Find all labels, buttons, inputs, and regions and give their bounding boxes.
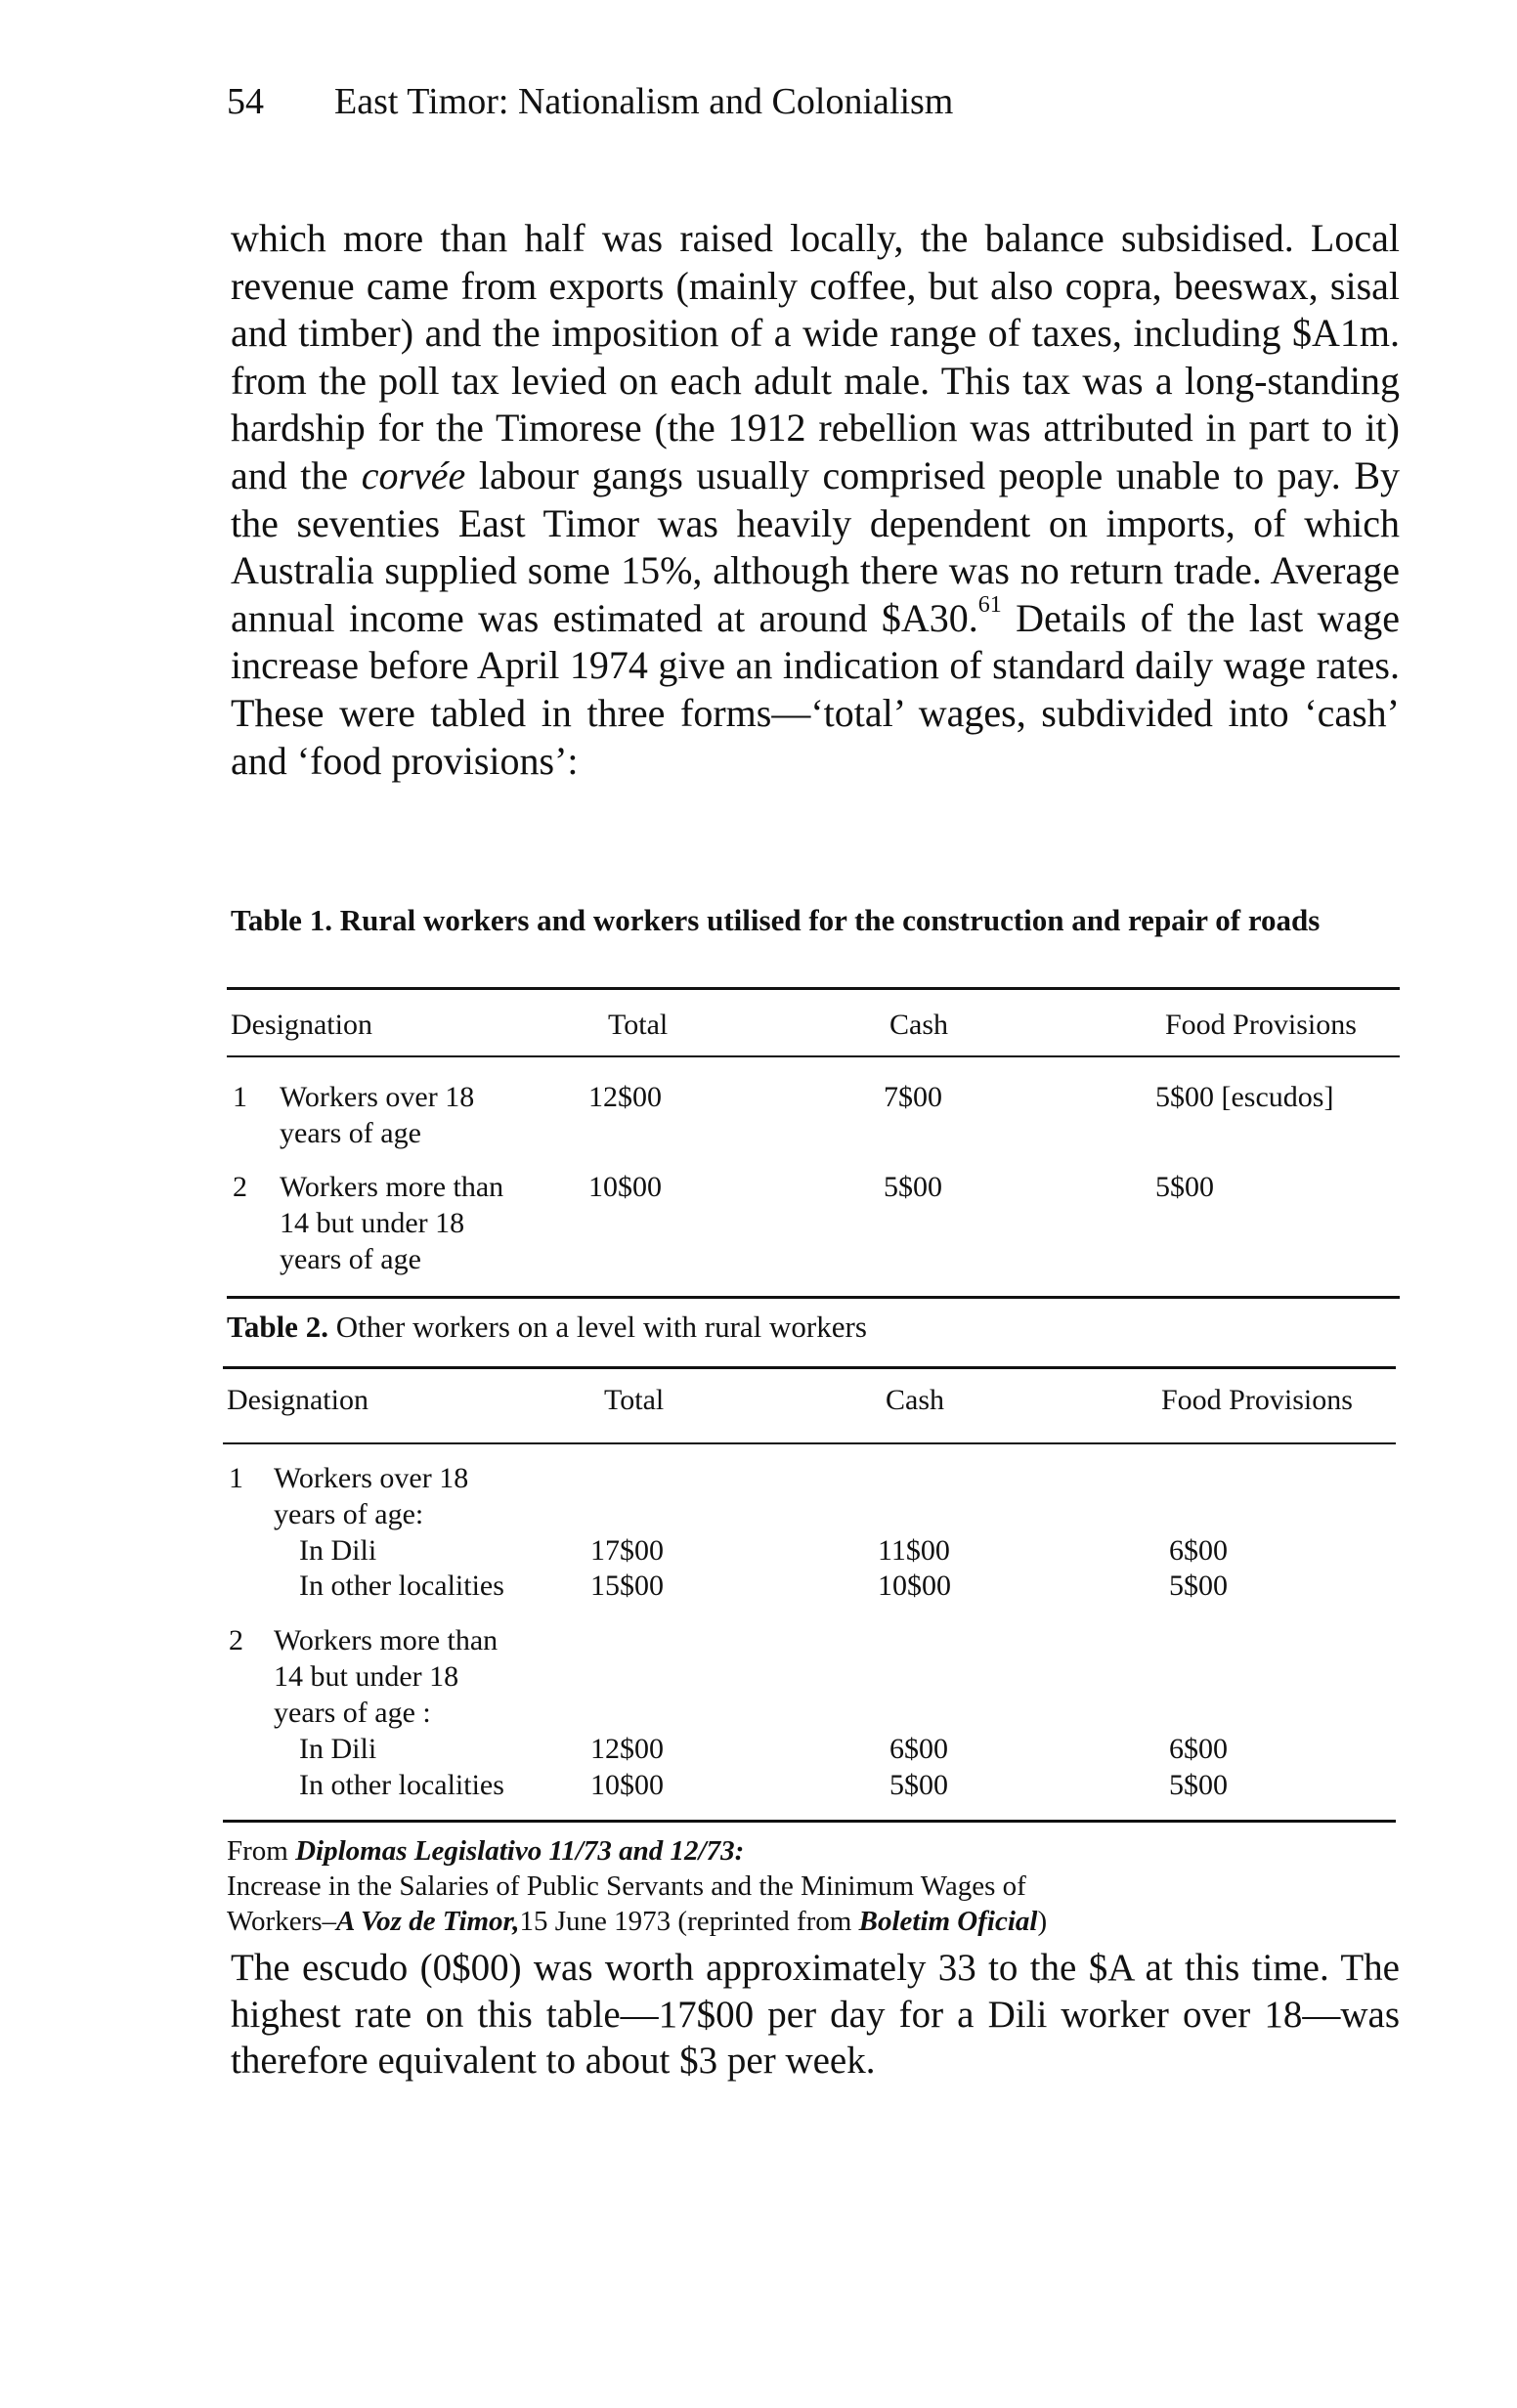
table-1-row-1-cash: 7$00 (884, 1081, 942, 1113)
table-2-caption (227, 1310, 867, 1345)
table-1-row-1-num: 1 (233, 1081, 247, 1113)
source-from: From (227, 1835, 296, 1867)
table-1-caption: Table 1. Rural workers and workers utilised for the construction and repair of roads (231, 903, 1321, 937)
table-1-row-2-designation-2: 14 but under 18 (280, 1207, 465, 1239)
table-2-group-2-row-2-food: 5$00 (1169, 1769, 1228, 1801)
table-2-caption-text: Other workers on a level with rural workers (327, 1310, 867, 1344)
table-2-group-2-row-1-total: 12$00 (590, 1733, 664, 1765)
page-number: 54 (227, 81, 264, 122)
paragraph-1-text-b: labour gangs usually comprised people unable to pay. By the seventies East Timor was heavily dependent on imports, of which Australia supplied some 15%, although there was no return trade. Average annual income was estimated at around $A30. (231, 452, 1400, 640)
table-2-header-food: Food Provisions (1161, 1384, 1353, 1416)
running-header (227, 80, 953, 123)
table-2-group-2-row-2-total: 10$00 (590, 1769, 664, 1801)
table-2-top-rule (223, 1366, 1396, 1369)
table-2-group-1-row-2-place: In other localities (299, 1570, 504, 1602)
table-2-group-2-row-1-cash: 6$00 (889, 1733, 948, 1765)
table-2-header-total: Total (604, 1384, 665, 1416)
table-2-group-1-designation-2: years of age: (274, 1498, 424, 1530)
table-1-row-2-food: 5$00 (1155, 1171, 1214, 1203)
source-line-3 (227, 1904, 1400, 1939)
table-2-group-1-row-1-cash: 11$00 (878, 1534, 950, 1567)
table-1-header-food: Food Provisions (1165, 1009, 1357, 1041)
paragraph-1-text-a: which more than half was raised locally, the balance subsidised. Local revenue came from exports (mainly coffee, but also copra, beeswax, sisal and timber) and the imposition of a wide range of taxes, including $A1m. from the poll tax levied on each adult male. This tax was a long-standing hardship for the Timorese (the 1912 rebellion was attributed in part to it) and the (231, 216, 1400, 497)
table-2-group-1-row-2-food: 5$00 (1169, 1570, 1228, 1602)
table-2-group-1-row-2-total: 15$00 (590, 1570, 664, 1602)
table-2-group-2-designation-2: 14 but under 18 (274, 1660, 459, 1693)
table-1-row-2-designation-1: Workers more than (280, 1171, 504, 1203)
table-1-bottom-rule (227, 1296, 1400, 1299)
source-date: 15 June 1973 (reprinted from (519, 1906, 859, 1937)
table-2-header-cash: Cash (886, 1384, 944, 1416)
paragraph-1-text-c: Details of the last wage increase before April 1974 give an indication of standard daily wage rates. These were tabled in three forms—‘total’ wages, subdivided into ‘cash’ and ‘food provisions’: (231, 595, 1400, 783)
paragraph-1 (231, 215, 1400, 785)
table-1-row-1-designation-2: years of age (280, 1117, 421, 1149)
table-2-group-2-row-2-cash: 5$00 (889, 1769, 948, 1801)
source-boletim: Boletim Oficial (858, 1906, 1038, 1937)
source-diplomas: Diplomas Legislativo 11/73 and 12/73: (295, 1835, 745, 1867)
table-1-row-2-designation-3: years of age (280, 1243, 421, 1275)
table-1-row-2-num: 2 (233, 1171, 247, 1203)
table-2-group-1-row-1-food: 6$00 (1169, 1534, 1228, 1567)
table-2-group-1-row-1-place: In Dili (299, 1534, 377, 1567)
running-title: East Timor: Nationalism and Colonialism (334, 81, 954, 122)
table-2-group-2-num: 2 (229, 1624, 243, 1656)
table-2-group-1-row-1-total: 17$00 (590, 1534, 664, 1567)
table-1-top-rule (227, 987, 1400, 990)
source-close: ) (1037, 1906, 1048, 1937)
table-2-group-1-row-2-cash: 10$00 (878, 1570, 951, 1602)
table-2-group-2-row-2-place: In other localities (299, 1769, 504, 1801)
table-1-row-2-cash: 5$00 (884, 1171, 942, 1203)
source-voz-de-timor: A Voz de Timor, (336, 1906, 520, 1937)
source-note (227, 1833, 1400, 1939)
italic-corvee: corvée (361, 452, 466, 497)
table-2-bottom-rule (223, 1820, 1396, 1823)
footnote-ref: 61 (977, 591, 1002, 618)
table-2-caption-label: Table 2. (227, 1310, 328, 1344)
table-2-group-2-designation-1: Workers more than (274, 1624, 498, 1656)
table-2-group-2-designation-3: years of age : (274, 1697, 431, 1729)
table-1-header-rule (227, 1055, 1400, 1057)
source-workers: Workers– (227, 1906, 337, 1937)
paragraph-2: The escudo (0$00) was worth approximately 33 to the $A at this time. The highest rate on this table—17$00 per day for a Dili worker over 18—was therefore equivalent to about $3 per week. (231, 1947, 1400, 2082)
table-2-group-1-designation-1: Workers over 18 (274, 1462, 469, 1494)
table-1-row-1-food: 5$00 [escudos] (1155, 1081, 1334, 1113)
source-line-1 (227, 1833, 1400, 1869)
table-2-group-2-row-1-food: 6$00 (1169, 1733, 1228, 1765)
table-1-header-cash: Cash (889, 1009, 948, 1041)
table-1-row-1-total: 12$00 (588, 1081, 662, 1113)
table-1-header-total: Total (608, 1009, 669, 1041)
table-1-row-1-designation-1: Workers over 18 (280, 1081, 475, 1113)
table-2-group-1-num: 1 (229, 1462, 243, 1494)
table-2-header-designation: Designation (227, 1384, 368, 1416)
table-1-header-designation: Designation (231, 1009, 372, 1041)
table-2-group-2-row-1-place: In Dili (299, 1733, 377, 1765)
table-2-header-rule (223, 1442, 1396, 1444)
source-line-2: Increase in the Salaries of Public Servants and the Minimum Wages of (227, 1870, 1026, 1902)
table-1-row-2-total: 10$00 (588, 1171, 662, 1203)
